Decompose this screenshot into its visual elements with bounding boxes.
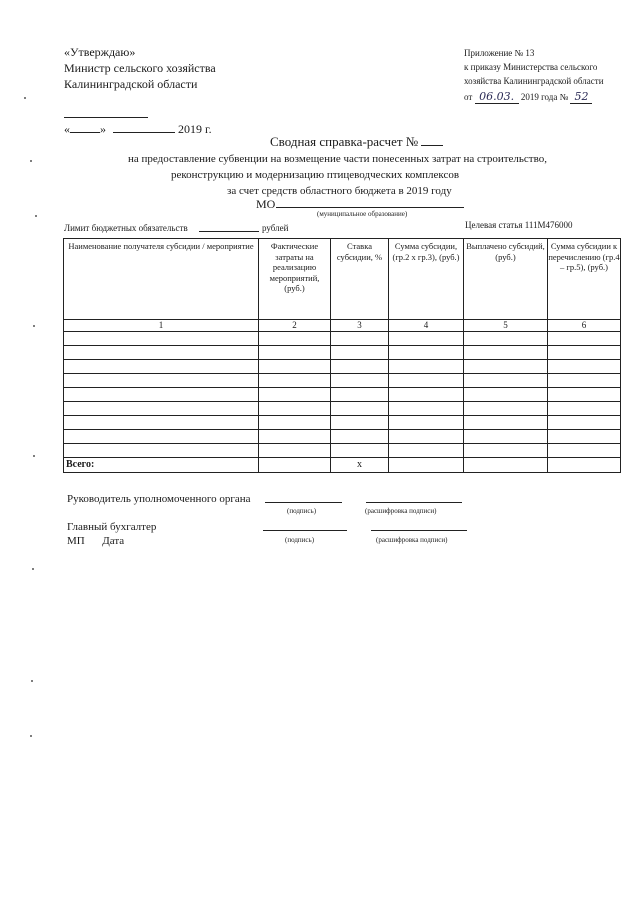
table-cell [64, 388, 259, 402]
scan-speck [33, 455, 35, 457]
table-cell [548, 360, 621, 374]
table-cell [389, 388, 464, 402]
limit-label: Лимит бюджетных обязательств [64, 223, 188, 233]
table-row [64, 444, 621, 458]
table-cell [464, 430, 548, 444]
table-number-row [64, 320, 621, 332]
head-label: Руководитель уполномоченного органа [67, 493, 251, 505]
head-decode-line [366, 502, 462, 503]
limit-unit: рублей [262, 223, 289, 233]
table-cell [331, 430, 389, 444]
col-number: 2 [259, 320, 331, 332]
appendix-line-1: Приложение № 13 [464, 48, 535, 58]
appendix-handwritten-number: 52 [570, 90, 592, 104]
table-cell [464, 388, 548, 402]
approve-line-2: Калининградской области [64, 77, 198, 91]
accountant-decode-caption: (расшифровка подписи) [376, 536, 448, 544]
scan-speck [31, 680, 33, 682]
header-line-3: за счет средств областного бюджета в 2019 году [227, 185, 452, 197]
header-line-1: на предоставление субвенции на возмещение части понесенных затрат на строительство, [128, 153, 547, 165]
approve-line-1: Министр сельского хозяйства [64, 61, 216, 75]
head-sign-caption: (подпись) [287, 507, 317, 515]
table-row [64, 416, 621, 430]
head-decode-caption: (расшифровка подписи) [365, 507, 437, 515]
table-cell [389, 402, 464, 416]
header-actual-costs: Фактические затраты на реализацию мероприятий, (руб.) [259, 239, 331, 320]
document-title: Сводная справка-расчет № [270, 134, 443, 150]
table-row [64, 388, 621, 402]
table-cell [389, 374, 464, 388]
scan-speck [33, 325, 35, 327]
table-cell [548, 388, 621, 402]
mo-label: МО [256, 197, 276, 211]
table-cell [259, 332, 331, 346]
mo-caption: (муниципальное образование) [317, 210, 408, 218]
accountant-sign-line [263, 530, 347, 531]
total-cell [259, 458, 331, 473]
appendix-line-2: к приказу Министерства сельского [464, 62, 598, 72]
scan-speck [32, 568, 34, 570]
table-row [64, 360, 621, 374]
table-header-row [64, 239, 621, 320]
date-label: Дата [102, 535, 125, 547]
header-subsidy-sum: Сумма субсидии, (гр.2 х гр.3), (руб.) [389, 239, 464, 320]
total-label: Всего: [64, 458, 259, 473]
col-number: 3 [331, 320, 389, 332]
header-to-transfer: Сумма субсидии к перечислению (гр.4 – гр.5), (руб.) [548, 239, 621, 320]
table-body [64, 332, 621, 458]
approve-title: «Утверждаю» [64, 45, 136, 59]
table-cell [389, 430, 464, 444]
header-recipient: Наименование получателя субсидии / мероприятие [64, 239, 259, 320]
scan-speck [35, 215, 37, 217]
header-paid: Выплачено субсидий, (руб.) [464, 239, 548, 320]
table-cell [259, 360, 331, 374]
table-cell [64, 430, 259, 444]
accountant-sign-caption: (подпись) [285, 536, 315, 544]
mp-date [67, 535, 124, 547]
table-cell [64, 374, 259, 388]
table-cell [64, 346, 259, 360]
table-cell [389, 360, 464, 374]
appendix-handwritten-date: 06.03. [475, 90, 519, 104]
table-cell [331, 444, 389, 458]
table-cell [464, 444, 548, 458]
table-cell [389, 416, 464, 430]
table-cell [259, 416, 331, 430]
table-cell [464, 360, 548, 374]
table-cell [464, 332, 548, 346]
accountant-decode-line [371, 530, 467, 531]
mo-line [276, 207, 464, 208]
table-cell [331, 388, 389, 402]
table-cell [331, 374, 389, 388]
table-row [64, 346, 621, 360]
total-cell [464, 458, 548, 473]
table-cell [331, 332, 389, 346]
accountant-label: Главный бухгалтер [67, 521, 157, 533]
table-cell [259, 388, 331, 402]
table-cell [259, 374, 331, 388]
table-cell [64, 444, 259, 458]
table-cell [389, 346, 464, 360]
table-cell [548, 402, 621, 416]
table-cell [548, 416, 621, 430]
table-row [64, 374, 621, 388]
table-cell [548, 374, 621, 388]
table-row [64, 430, 621, 444]
col-number: 1 [64, 320, 259, 332]
table-cell [331, 402, 389, 416]
table-cell [464, 374, 548, 388]
table-row [64, 402, 621, 416]
table-cell [64, 332, 259, 346]
table-cell [548, 346, 621, 360]
total-cell [548, 458, 621, 473]
table-cell [64, 402, 259, 416]
limit-value-line [199, 231, 259, 232]
table-cell [389, 332, 464, 346]
table-cell [464, 346, 548, 360]
table-cell [64, 360, 259, 374]
table-cell [259, 402, 331, 416]
table-cell [389, 444, 464, 458]
header-rate: Ставка субсидии, % [331, 239, 389, 320]
mp-label: МП [67, 535, 85, 547]
table-cell [331, 360, 389, 374]
target-article: Целевая статья 111M476000 [465, 220, 573, 230]
table-cell [548, 430, 621, 444]
table-cell [464, 416, 548, 430]
total-rate: x [331, 458, 389, 473]
table-cell [331, 416, 389, 430]
scan-speck [30, 735, 32, 737]
calculation-table [63, 238, 621, 473]
table-cell [64, 416, 259, 430]
table-cell [331, 346, 389, 360]
col-number: 4 [389, 320, 464, 332]
appendix-line-4: от 06.03. 2019 года № 52 [464, 90, 592, 104]
table-cell [259, 430, 331, 444]
table-row [64, 332, 621, 346]
table-cell [259, 444, 331, 458]
col-number: 6 [548, 320, 621, 332]
col-number: 5 [464, 320, 548, 332]
table-cell [259, 346, 331, 360]
appendix-line-3: хозяйства Калининградской области [464, 76, 604, 86]
header-line-2: реконструкцию и модернизацию птицеводческих комплексов [171, 169, 460, 181]
scan-speck [30, 160, 32, 162]
head-sign-line [265, 502, 342, 503]
approve-signature-line [64, 117, 148, 118]
approve-date: « » 2019 г. [64, 122, 212, 136]
table-total-row [64, 458, 621, 473]
total-cell [389, 458, 464, 473]
table-cell [464, 402, 548, 416]
table-cell [548, 332, 621, 346]
scan-speck [24, 97, 26, 99]
table-cell [548, 444, 621, 458]
